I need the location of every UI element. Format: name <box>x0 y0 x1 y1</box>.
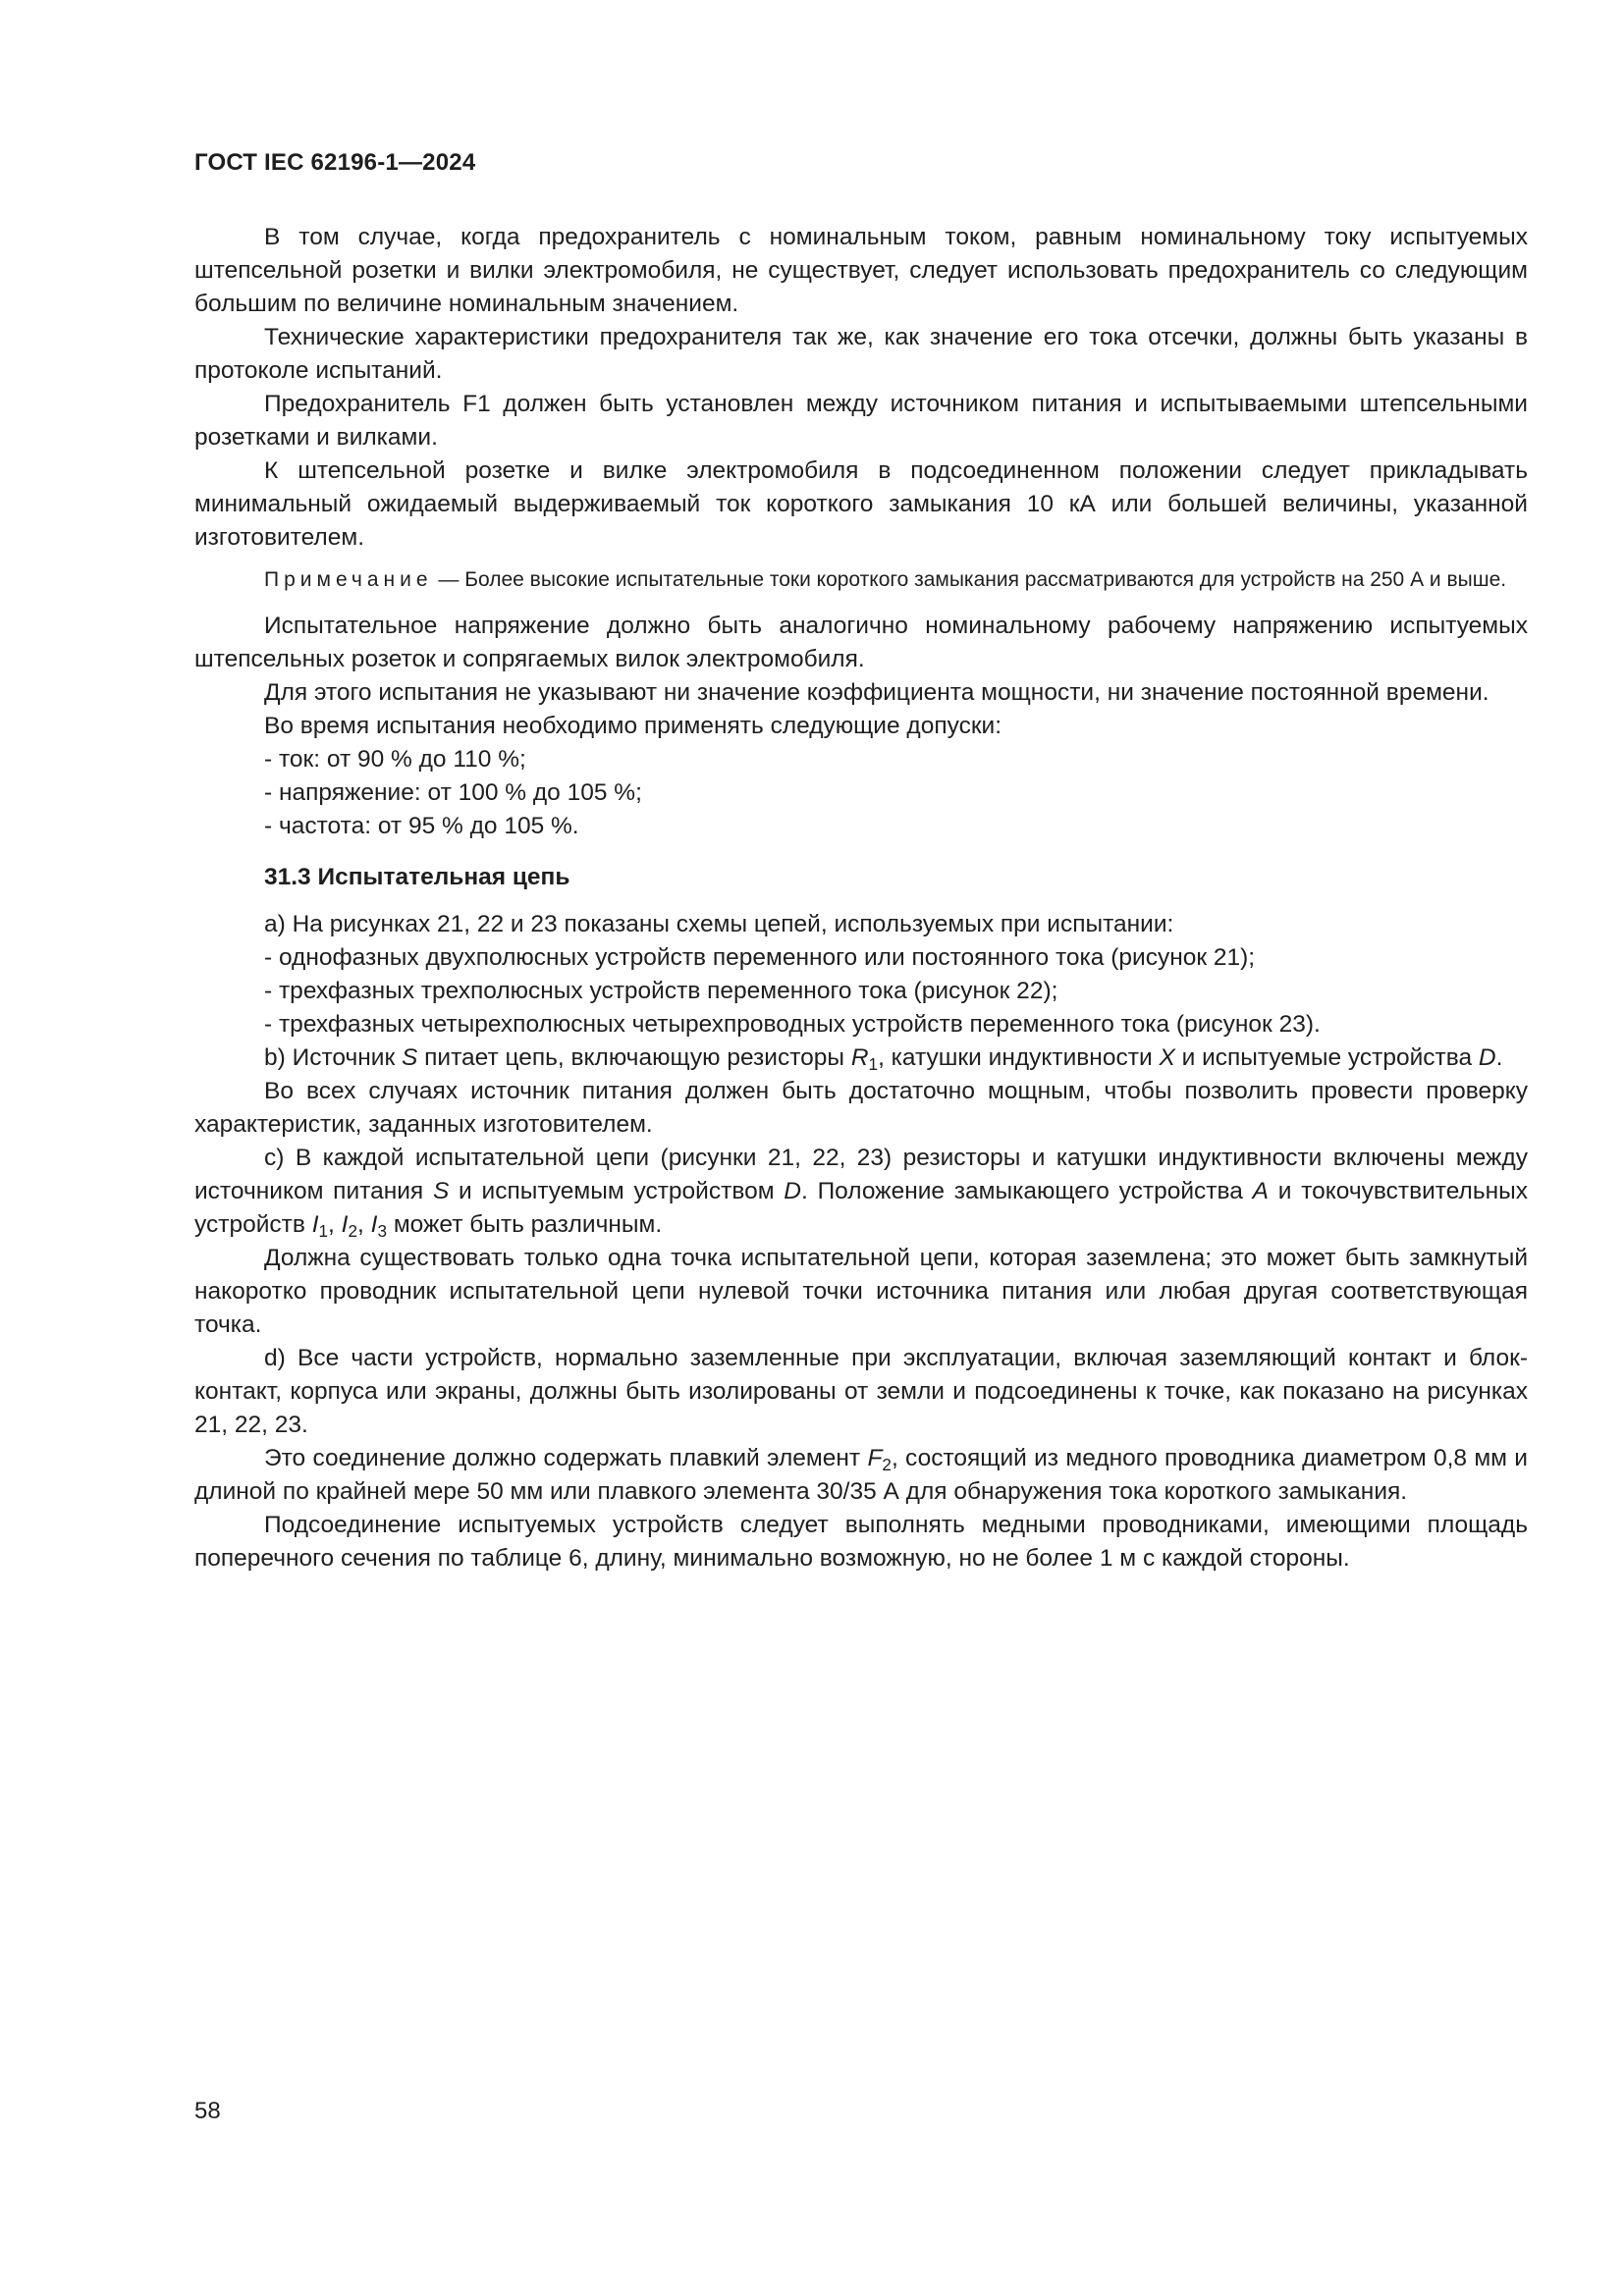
symbol-a: A <box>1252 1178 1269 1204</box>
text: , катушки индуктивности <box>878 1044 1160 1071</box>
list-item: - напряжение: от 100 % до 105 %; <box>264 779 642 806</box>
subscript: 3 <box>377 1221 388 1241</box>
paragraph: d) Все части устройств, нормально заземленные при эксплуатации, включая заземляющий контакт и блок-контакт, корпуса или экраны, должны быть изолированы от земли и подсоединены к точке, как показано на рисунках 21, 22, 23. <box>194 1345 1528 1438</box>
paragraph <box>194 1442 1528 1509</box>
text: и токочувствительных устройств <box>194 1178 1528 1238</box>
text: , состоящий из медного проводника диаметром 0,8 мм и длиной по крайней мере 50 мм или плавкого элемента 30/35 А для обнаружения тока короткого замыкания. <box>194 1445 1528 1505</box>
symbol-d: D <box>784 1178 801 1204</box>
symbol-i: I <box>311 1211 319 1238</box>
note-label: Примечание <box>264 568 433 591</box>
symbol-s: S <box>432 1178 450 1204</box>
paragraph: а) На рисунках 21, 22 и 23 показаны схемы цепей, используемых при испытании: <box>264 911 1174 937</box>
note <box>194 564 1528 596</box>
list-item: - однофазных двухполюсных устройств переменного или постоянного тока (рисунок 21); <box>264 944 1256 971</box>
text: b) Источник <box>264 1044 402 1071</box>
symbol-f: F <box>867 1445 883 1471</box>
paragraph: Подсоединение испытуемых устройств следует выполнять медными проводниками, имеющими площадь поперечного сечения по таблице 6, длину, минимально возможную, но не более 1 м с каждой стороны. <box>194 1512 1528 1572</box>
text: , <box>357 1211 371 1238</box>
text: и испытуемым устройством <box>449 1178 785 1204</box>
list-item: - трехфазных четырехполюсных четырехпроводных устройств переменного тока (рисунок 23). <box>264 1011 1321 1038</box>
subscript: 2 <box>882 1455 892 1474</box>
text: . <box>1495 1044 1503 1071</box>
text: может быть различным. <box>387 1211 663 1238</box>
text: Это соединение должно содержать плавкий элемент <box>264 1445 868 1471</box>
paragraph <box>194 1041 1528 1075</box>
text: . Положение замыкающего устройства <box>801 1178 1253 1204</box>
paragraph: Для этого испытания не указывают ни значение коэффициента мощности, ни значение постоянной времени. <box>264 679 1489 706</box>
subscript: 2 <box>348 1221 358 1241</box>
paragraph: К штепсельной розетке и вилке электромобиля в подсоединенном положении следует прикладывать минимальный ожидаемый выдерживаемый ток короткого замыкания 10 кА или большей величины, указанной изготовителем. <box>194 457 1528 551</box>
text: питает цепь, включающую резисторы <box>417 1044 851 1071</box>
paragraph: Во всех случаях источник питания должен быть достаточно мощным, чтобы позволить провести проверку характеристик, заданных изготовителем. <box>194 1078 1528 1138</box>
symbol-x: X <box>1159 1044 1175 1071</box>
subscript: 1 <box>868 1054 879 1074</box>
document-body <box>194 221 1528 1575</box>
section-heading: 31.3 Испытательная цепь <box>264 864 570 890</box>
document-header: ГОСТ IEC 62196-1—2024 <box>194 149 476 176</box>
paragraph: Должна существовать только одна точка испытательной цепи, которая заземлена; это может быть замкнутый накоротко проводник испытательной цепи нулевой точки источника питания или любая другая соответствующая точка. <box>194 1245 1528 1338</box>
paragraph: Испытательное напряжение должно быть аналогично номинальному рабочему напряжению испытуемых штепсельных розеток и сопрягаемых вилок электромобиля. <box>194 613 1528 672</box>
text: и испытуемые устройства <box>1174 1044 1479 1071</box>
symbol-i: I <box>341 1211 349 1238</box>
subscript: 1 <box>318 1221 329 1241</box>
paragraph: Предохранитель F1 должен быть установлен между источником питания и испытываемыми штепсельными розетками и вилками. <box>194 391 1528 451</box>
list-item: - частота: от 95 % до 105 %. <box>264 813 579 839</box>
symbol-d: D <box>1478 1044 1496 1071</box>
paragraph: Технические характеристики предохранителя так же, как значение его тока отсечки, должны быть указаны в протоколе испытаний. <box>194 324 1528 384</box>
symbol-s: S <box>402 1044 418 1071</box>
text: с) В каждой испытательной цепи (рисунки 21, 22, 23) резисторы и катушки индуктивности включены между источником питания <box>194 1145 1528 1204</box>
list-item: - ток: от 90 % до 110 %; <box>264 746 526 773</box>
list-item: - трехфазных трехполюсных устройств переменного тока (рисунок 22); <box>264 978 1058 1004</box>
paragraph: Во время испытания необходимо применять следующие допуски: <box>264 713 1002 739</box>
text: , <box>328 1211 342 1238</box>
symbol-r: R <box>850 1044 869 1071</box>
paragraph <box>194 1142 1528 1242</box>
paragraph: В том случае, когда предохранитель с номинальным током, равным номинальному току испытуемых штепсельной розетки и вилки электромобиля, не существует, следует использовать предохранитель со следующим большим по величине номинальным значением. <box>194 224 1528 317</box>
note-text: — Более высокие испытательные токи короткого замыкания рассматриваются для устройств на 250 А и выше. <box>432 568 1507 591</box>
symbol-i: I <box>370 1211 378 1238</box>
page-number: 58 <box>194 2098 221 2124</box>
